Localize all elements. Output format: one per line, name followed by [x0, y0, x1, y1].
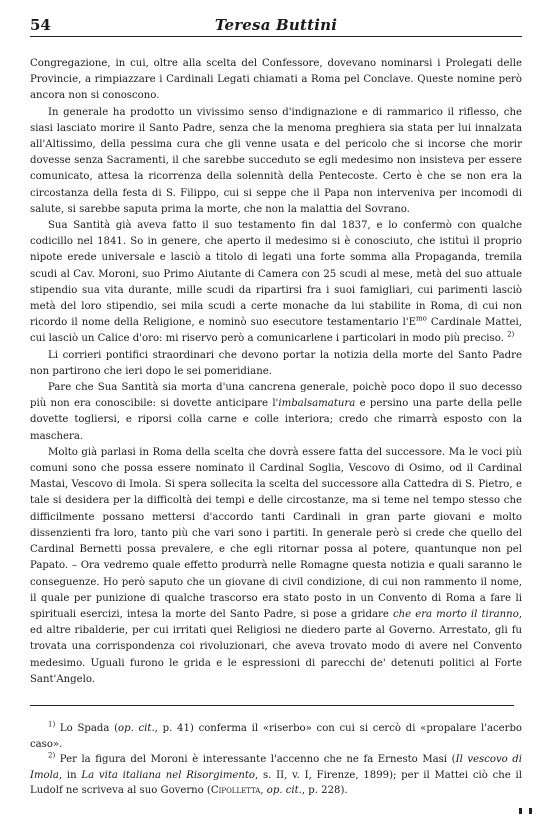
scan-mark	[519, 808, 522, 814]
running-title: Teresa Buttini	[214, 16, 338, 34]
footnote-1-text-a: Lo Spada (	[55, 722, 119, 734]
paragraph-3-text: Sua Santità già aveva fatto il suo testamento fin dal 1837, e lo confermò con qualche codicillo nel 1841. So in genere, che aperto il medesimo si è conosciuto, che istituì il proprio nipote erede universale e lasciò a titolo di legati una forte somma alla Propaganda, tremila scudi al Cav. Moroni, suo Primo Aiutante di Camera con 25 scudi al mese, metà del suo attuale stipendio sua vita durante, mille scudi da ripartirsi fra i suoi famigliari, cui parimenti lasciò metà del loro stipendio, sei mila scudi a certe monache da lui stabilite in Roma, di cui non ricordo il nome della Religione, e nominò suo esecutore testamentario l'E	[30, 220, 522, 329]
footnote-1-text-b: , p. 41) conferma il «riserbo» con cui si cercò di «propalare l'acerbo caso».	[30, 722, 522, 750]
scan-mark	[529, 808, 532, 814]
footnote-2-author: Cipolletta	[210, 785, 261, 797]
footnote-2-title-1: Il vescovo di Imola	[30, 754, 522, 781]
eminence-superscript: mo	[416, 314, 427, 323]
paragraph-5-rest: e persino una parte della pelle dovette togliersi, e riporsi colla carne e colle interiora; credo che rimarrà esposto con la maschera.	[30, 398, 523, 442]
paragraph-5-italic: imbalsamatura	[278, 398, 356, 410]
footnotes	[30, 721, 522, 799]
footnote-2-text-b: , in	[58, 769, 82, 781]
footnote-2-mark: 2)	[48, 751, 56, 760]
paragraph-2: In generale ha prodotto un vivissimo senso d'indignazione e di rammarico il riflesso, che siasi lasciato morire il Santo Padre, senza che la menoma preghiera sia stata per lui innalzata all'Altissimo, della pessima cura che gli venne usata e del pericolo che si incorse che morir dovesse senza Sacramenti, il che sarebbe succeduto se egli medesimo non insisteva per essere comunicato, attesa la ricorrenza della solennità della Pentecoste. Certo è che se non era la circostanza della festa di S. Filippo, cui si seppe che il Papa non interveniva per incomodi di salute, si sarebbe saputa prima la morte, che non la malattia del Sovrano.	[30, 106, 522, 215]
footnote-2-title-2: La vita italiana nel Risorgimento	[81, 769, 255, 781]
paragraph-6	[30, 445, 522, 688]
footnote-1-mark: 1)	[48, 720, 56, 729]
paragraph-5	[30, 380, 522, 445]
footnote-ref-2: 2)	[507, 331, 515, 340]
page-number: 54	[30, 16, 51, 34]
footnote-2-text-d: ,	[260, 785, 267, 797]
running-header	[30, 16, 522, 37]
footnote-divider	[30, 705, 514, 706]
footnote-2-citation: op. cit.	[266, 785, 302, 797]
paragraph-6-italic-2: morto il tiranno	[436, 608, 519, 620]
paragraph-4: Li corrieri pontifici straordinari che devono portar la notizia della morte del Santo Padre non partirono che ieri dopo le sei pomeridiane.	[30, 349, 522, 377]
footnote-2-text-e: , p. 228).	[301, 785, 348, 797]
paragraph-6-rest: , ed altre ribalderie, per cui irritati quei Religiosi ne diedero parte al Governo. Arrestato, gli fu trovata una corrispondenza coi rivoluzionari, che aveva trovato modo di avere nel Convento medesimo. Uguali furono le grida e le espressioni di parecchi de' detenuti politici al Forte Sant'Angelo.	[30, 608, 523, 685]
main-text	[30, 56, 522, 688]
footnote-1-citation: op. cit.	[118, 722, 155, 734]
paragraph-5-text: Pare che Sua Santità sia morta d'una cancrena generale, poichè poco dopo il suo decesso più non era conoscibile: si dovette anticipare l'	[30, 382, 522, 410]
book-page	[30, 16, 522, 799]
paragraph-3-middle: Cardinale Mattei, cui lasciò un Calice d'oro: mi riservo però a comunicarlene i particolari in modo più preciso.	[30, 317, 523, 345]
paragraph-6-text: Molto già parlasi in Roma della scelta che dovrà essere fatta del successore. Ma le voci più comuni sono che possa essere nominato il Cardinal Soglia, Vescovo di Osimo, od il Cardinal Mastai, Vescovo di Imola. Si spera sollecita la scelta del successore alla Cattedra di S. Pietro, e tale si desidera per la difficoltà dei tempi e delle circostanze, ma si teme nel tempo stesso che difficilmente possano mettersi d'accordo tanti Cardinali in gran parte giovani e molto dissenzienti fra loro, tanto più che vari sono i partiti. In generale però si crede che quello del Cardinal Bernetti possa prevalere, e che egli ritornar possa al potere, quantunque non pel Papato. – Ora vedremo quale effetto produrrà nelle Romagne questa notizia e quali saranno le conseguenze. Ho però saputo che un giovane di civil condizione, di cui non rammento il nome, il quale per punizione di qualche trascorso era stato posto in un Convento di Roma a fare li spirituali esercizi, intesa la morte del Santo Padre, si pose a gridare	[30, 446, 522, 620]
footnote-2	[30, 752, 522, 799]
footnote-2-text-a: Per la figura del Moroni è interessante l'accenno che ne fa Ernesto Masi (	[55, 754, 456, 766]
paragraph-3	[30, 218, 522, 348]
paragraph-1: Congregazione, in cui, oltre alla scelta del Confessore, dovevano nominarsi i Prolegati delle Provincie, a rimpiazzare i Cardinali Legati chiamati a Roma pel Conclave. Queste nomine però ancora non si conoscono.	[30, 58, 522, 102]
paragraph-6-italic-1: che era	[392, 608, 433, 620]
footnote-1	[30, 721, 522, 752]
footnote-2-text-c: , s. II, v. I, Firenze, 1899); per il Mattei ciò che il Ludolf ne scriveva al suo Governo (	[30, 769, 522, 797]
